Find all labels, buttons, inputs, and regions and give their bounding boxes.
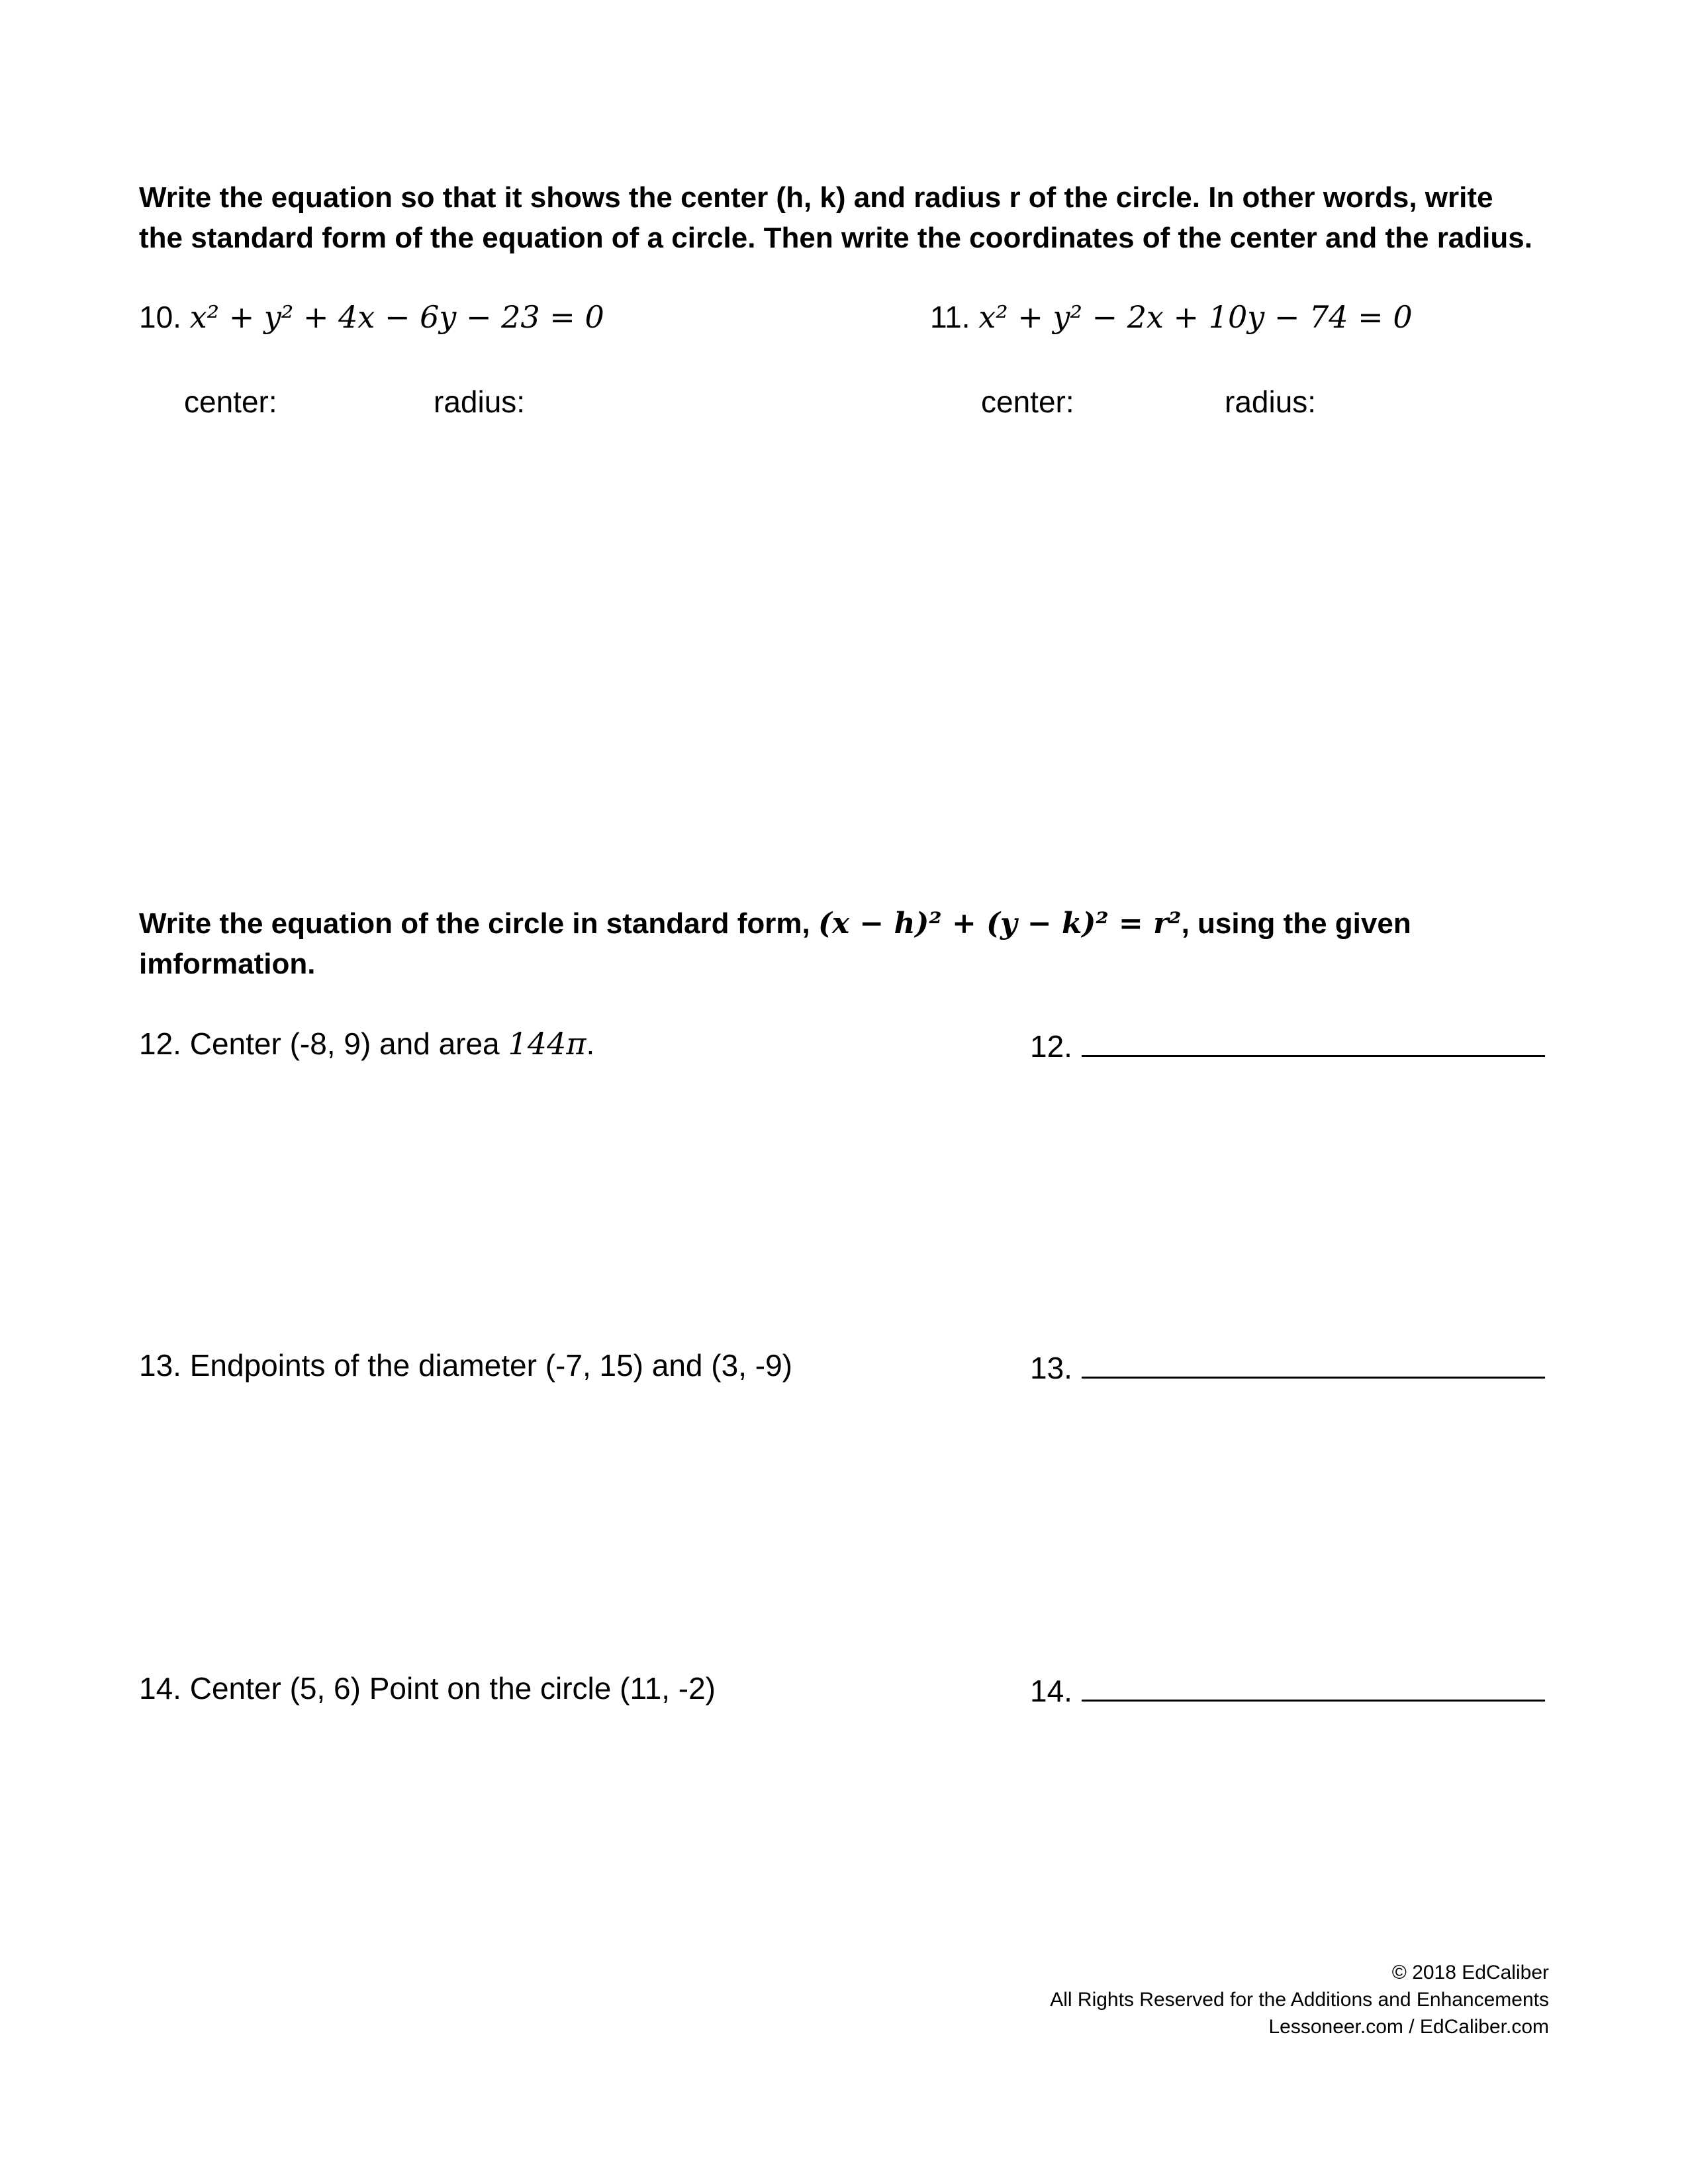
problem-14: [139, 1670, 716, 1706]
problem-12-period: .: [586, 1026, 595, 1061]
answer-13-blank[interactable]: [1082, 1347, 1545, 1379]
answer-14: [1030, 1670, 1545, 1709]
problem-11-radius-label: radius:: [1225, 385, 1317, 419]
answer-12: [1030, 1026, 1545, 1064]
section2-instruction-line1: [139, 903, 1562, 944]
section1-instruction-line1: Write the equation so that it shows the center (h, k) and radius r of the circle. In other words, write: [139, 181, 1493, 214]
section2-instruction-line2: imformation.: [139, 948, 316, 980]
footer-websites: Lessoneer.com / EdCaliber.com: [1268, 2016, 1549, 2038]
problem-11-center-label: center:: [981, 385, 1074, 419]
problem-12-prompt: 12. Center (-8, 9) and area: [139, 1026, 508, 1061]
section2-instruction-suffix: , using the given: [1181, 907, 1411, 940]
footer-copyright: © 2018 EdCaliber: [1391, 1962, 1549, 1983]
problem-10-number: 10.: [139, 300, 181, 334]
problem-12: [139, 1026, 594, 1062]
problem-11: [930, 299, 1413, 335]
answer-12-blank[interactable]: [1082, 1026, 1545, 1057]
answer-13-label: 13.: [1030, 1351, 1072, 1385]
section1-instruction-line2: the standard form of the equation of a circle. Then write the coordinates of the center and the radius.: [139, 222, 1532, 254]
problem-13: [139, 1347, 792, 1383]
section2-instruction-prefix: Write the equation of the circle in standard form,: [139, 907, 818, 940]
problem-11-number: 11.: [930, 300, 970, 334]
problem-13-prompt: 13. Endpoints of the diameter (-7, 15) and (3, -9): [139, 1348, 792, 1383]
copyright-footer: [1050, 1959, 1549, 2040]
problem-11-equation: x² + y² − 2x + 10y − 74 = 0: [978, 299, 1413, 335]
problem-14-prompt: 14. Center (5, 6) Point on the circle (11, -2): [139, 1671, 716, 1706]
footer-rights: All Rights Reserved for the Additions and Enhancements: [1050, 1989, 1549, 2011]
problem-12-area: 144π: [508, 1026, 586, 1062]
section2-instructions: [139, 903, 1562, 984]
standard-form-equation: (x − h)² + (y − k)² = r²: [818, 907, 1182, 940]
problem-10-radius-label: radius:: [434, 385, 526, 419]
answer-14-label: 14.: [1030, 1674, 1072, 1708]
problem-10: [139, 299, 604, 335]
answer-13: [1030, 1347, 1545, 1386]
answer-14-blank[interactable]: [1082, 1670, 1545, 1702]
answer-12-label: 12.: [1030, 1029, 1072, 1064]
section1-instructions: [139, 177, 1562, 258]
problem-10-center-label: center:: [184, 385, 277, 419]
problem-10-equation: x² + y² + 4x − 6y − 23 = 0: [189, 299, 604, 335]
